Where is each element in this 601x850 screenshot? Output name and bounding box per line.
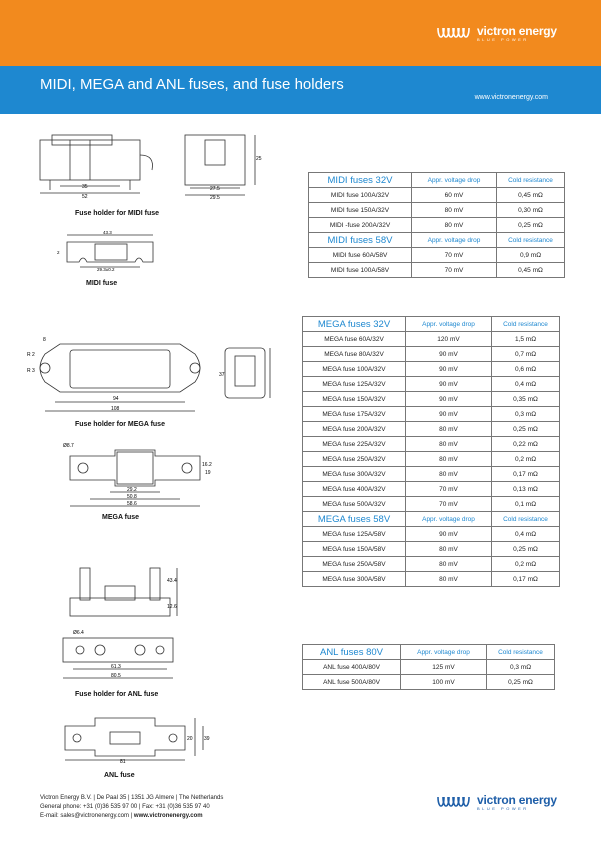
cold-resistance: 0,4 mΩ [492,527,560,542]
anl-holder-dim-1: Ø6.4 [73,630,84,636]
logo-tagline: BLUE POWER [477,805,529,811]
midi-fuse-caption: MIDI fuse [86,280,118,287]
cold-resistance: 0,22 mΩ [492,437,560,452]
cold-resistance: 0,25 mΩ [487,675,555,690]
mega-holder-dim-2: R 2 [27,352,35,358]
table-row [303,377,560,392]
cold-resistance: 0,25 mΩ [492,422,560,437]
footer-email[interactable]: E-mail: sales@victronenergy.com | [40,813,134,819]
fuse-name: MEGA fuse 150A/58V [303,542,406,557]
voltage-drop: 80 mV [406,542,492,557]
mega-holder-dim-1: 8 [43,337,46,343]
fuse-name: ANL fuse 500A/80V [303,675,401,690]
midi-holder-dim-1: 35 [82,184,88,190]
voltage-drop: 120 mV [406,332,492,347]
logo-name: victron energy [477,23,557,38]
table-row [303,407,560,422]
table-section-header [303,645,555,660]
mega-fuse-table [302,316,560,587]
cold-resistance: 0,35 mΩ [492,392,560,407]
mega-fuse-dim-3: 50.8 [127,494,137,500]
fuse-name: MIDI -fuse 200A/32V [309,218,412,233]
victron-waves-icon [436,793,474,811]
midi-holder-dim-3: 25 [256,156,262,162]
voltage-drop: 60 mV [412,188,497,203]
mega-fuse-caption: MEGA fuse [102,514,140,521]
cold-resistance: 0,6 mΩ [492,362,560,377]
table-row [303,675,555,690]
anl-holder-dim-5: 12.6 [167,604,177,610]
fuse-name: MEGA fuse 250A/32V [303,452,406,467]
table-row [303,392,560,407]
cold-resistance: 0,30 mΩ [497,203,565,218]
cold-resistance: 0,3 mΩ [487,660,555,675]
logo-tagline: BLUE POWER [477,36,529,42]
fuse-name: MIDI fuse 100A/32V [309,188,412,203]
cold-resistance: 0,4 mΩ [492,377,560,392]
mega-58v-title: MEGA fuses 58V [303,512,406,527]
midi-58v-title: MIDI fuses 58V [309,233,412,248]
voltage-drop: 125 mV [401,660,487,675]
fuse-name: MEGA fuse 250A/58V [303,557,406,572]
anl-holder-dim-3: 80.5 [111,673,121,679]
cold-resistance: 0,17 mΩ [492,572,560,587]
col-header-resistance: Cold resistance [497,173,565,188]
footer-contact [40,794,223,821]
fuse-name: MEGA fuse 500A/32V [303,497,406,512]
table-row [303,467,560,482]
col-header-resistance: Cold resistance [497,233,565,248]
cold-resistance: 0,3 mΩ [492,407,560,422]
mega-holder-dim-6: 37 [219,372,225,378]
midi-fuse-dim-1: 43.3 [103,230,112,235]
mega-holder-drawing [25,336,275,418]
victron-waves-icon [436,24,474,42]
voltage-drop: 90 mV [406,392,492,407]
anl-holder-drawing [55,558,185,688]
col-header-voltage: Appr. voltage drop [406,512,492,527]
voltage-drop: 80 mV [406,437,492,452]
table-section-header [309,173,565,188]
fuse-name: MEGA fuse 300A/58V [303,572,406,587]
anl-holder-dim-4: 43.4 [167,578,177,584]
midi-32v-title: MIDI fuses 32V [309,173,412,188]
voltage-drop: 90 mV [406,347,492,362]
fuse-name: MIDI fuse 60A/58V [309,248,412,263]
table-section-header [309,233,565,248]
cold-resistance: 0,1 mΩ [492,497,560,512]
voltage-drop: 90 mV [406,527,492,542]
mega-holder-dim-3: R 3 [27,368,35,374]
table-row [303,572,560,587]
col-header-resistance: Cold resistance [487,645,555,660]
mega-holder-caption: Fuse holder for MEGA fuse [75,421,165,428]
footer-address: Victron Energy B.V. | De Paal 35 | 1351 JG Almere | The Netherlands [40,795,224,801]
voltage-drop: 70 mV [412,263,497,278]
cold-resistance: 0,45 mΩ [497,188,565,203]
table-row [303,557,560,572]
voltage-drop: 80 mV [412,203,497,218]
fuse-name: MEGA fuse 225A/32V [303,437,406,452]
mega-fuse-dim-6: 19 [205,470,211,476]
table-row [309,203,565,218]
col-header-voltage: Appr. voltage drop [406,317,492,332]
table-row [303,347,560,362]
table-row [303,660,555,675]
mega-holder-dim-5: 108 [111,406,120,412]
fuse-name: MEGA fuse 80A/32V [303,347,406,362]
fuse-name: MEGA fuse 125A/32V [303,377,406,392]
midi-fuse-drawing [55,226,165,271]
table-row [309,188,565,203]
voltage-drop: 80 mV [406,572,492,587]
voltage-drop: 70 mV [412,248,497,263]
mega-32v-title: MEGA fuses 32V [303,317,406,332]
footer-website-link[interactable]: www.victronenergy.com [133,813,203,819]
table-section-header [303,512,560,527]
col-header-voltage: Appr. voltage drop [401,645,487,660]
col-header-resistance: Cold resistance [492,512,560,527]
voltage-drop: 70 mV [406,497,492,512]
logo-name: victron energy [477,792,557,807]
voltage-drop: 90 mV [406,377,492,392]
fuse-name: MEGA fuse 125A/58V [303,527,406,542]
cold-resistance: 1,5 mΩ [492,332,560,347]
fuse-name: ANL fuse 400A/80V [303,660,401,675]
header-website-link[interactable]: www.victronenergy.com [474,94,548,101]
anl-fuse-dim-3: 39 [204,736,210,742]
voltage-drop: 90 mV [406,407,492,422]
cold-resistance: 0,25 mΩ [497,218,565,233]
cold-resistance: 0,13 mΩ [492,482,560,497]
midi-fuse-dim-3: 2 [57,250,60,255]
table-row [303,527,560,542]
cold-resistance: 0,25 mΩ [492,542,560,557]
table-row [303,332,560,347]
cold-resistance: 0,7 mΩ [492,347,560,362]
midi-fuse-dim-2: 29.3±0.2 [97,267,115,272]
table-section-header [303,317,560,332]
mega-fuse-drawing [55,438,215,510]
voltage-drop: 80 mV [406,467,492,482]
fuse-name: MIDI fuse 100A/58V [309,263,412,278]
anl-80v-title: ANL fuses 80V [303,645,401,660]
table-row [303,497,560,512]
table-row [303,362,560,377]
fuse-name: MEGA fuse 150A/32V [303,392,406,407]
voltage-drop: 80 mV [412,218,497,233]
fuse-name: MIDI fuse 150A/32V [309,203,412,218]
midi-holder-dim-2: 52 [82,194,88,200]
mega-holder-dim-4: 94 [113,396,119,402]
fuse-name: MEGA fuse 175A/32V [303,407,406,422]
table-row [303,437,560,452]
mega-fuse-dim-1: Ø8.7 [63,443,74,449]
midi-holder-dim-5: 29.5 [210,195,220,201]
midi-holder-dim-4: 27.5 [210,186,220,192]
cold-resistance: 0,2 mΩ [492,557,560,572]
anl-fuse-drawing [55,708,210,763]
anl-holder-dim-2: 61.3 [111,664,121,670]
anl-fuse-dim-2: 20 [187,736,193,742]
table-row [303,452,560,467]
midi-holder-drawing [30,130,260,205]
page-title: MIDI, MEGA and ANL fuses, and fuse holders [40,76,344,93]
fuse-name: MEGA fuse 300A/32V [303,467,406,482]
table-row [309,218,565,233]
table-row [303,482,560,497]
table-row [303,542,560,557]
cold-resistance: 0,45 mΩ [497,263,565,278]
fuse-name: MEGA fuse 400A/32V [303,482,406,497]
mega-fuse-dim-5: 16.2 [202,462,212,468]
fuse-name: MEGA fuse 60A/32V [303,332,406,347]
anl-fuse-dim-1: 81 [120,759,126,765]
table-row [303,422,560,437]
fuse-name: MEGA fuse 100A/32V [303,362,406,377]
anl-holder-caption: Fuse holder for ANL fuse [75,691,159,698]
midi-fuse-table [308,172,565,278]
anl-fuse-table [302,644,555,690]
voltage-drop: 90 mV [406,362,492,377]
fuse-name: MEGA fuse 200A/32V [303,422,406,437]
footer-phone: General phone: +31 (0)36 535 97 00 | Fax: +31 (0)36 535 97 40 [40,804,210,810]
voltage-drop: 80 mV [406,452,492,467]
victron-logo-footer[interactable] [436,793,557,811]
cold-resistance: 0,2 mΩ [492,452,560,467]
col-header-voltage: Appr. voltage drop [412,233,497,248]
voltage-drop: 80 mV [406,422,492,437]
voltage-drop: 100 mV [401,675,487,690]
voltage-drop: 80 mV [406,557,492,572]
mega-fuse-dim-4: 58.6 [127,501,137,507]
col-header-voltage: Appr. voltage drop [412,173,497,188]
cold-resistance: 0,9 mΩ [497,248,565,263]
victron-logo[interactable] [436,24,557,42]
mega-fuse-dim-2: 29.2 [127,487,137,493]
table-row [309,248,565,263]
voltage-drop: 70 mV [406,482,492,497]
col-header-resistance: Cold resistance [492,317,560,332]
midi-holder-caption: Fuse holder for MIDI fuse [75,210,160,217]
anl-fuse-caption: ANL fuse [104,772,135,779]
table-row [309,263,565,278]
cold-resistance: 0,17 mΩ [492,467,560,482]
